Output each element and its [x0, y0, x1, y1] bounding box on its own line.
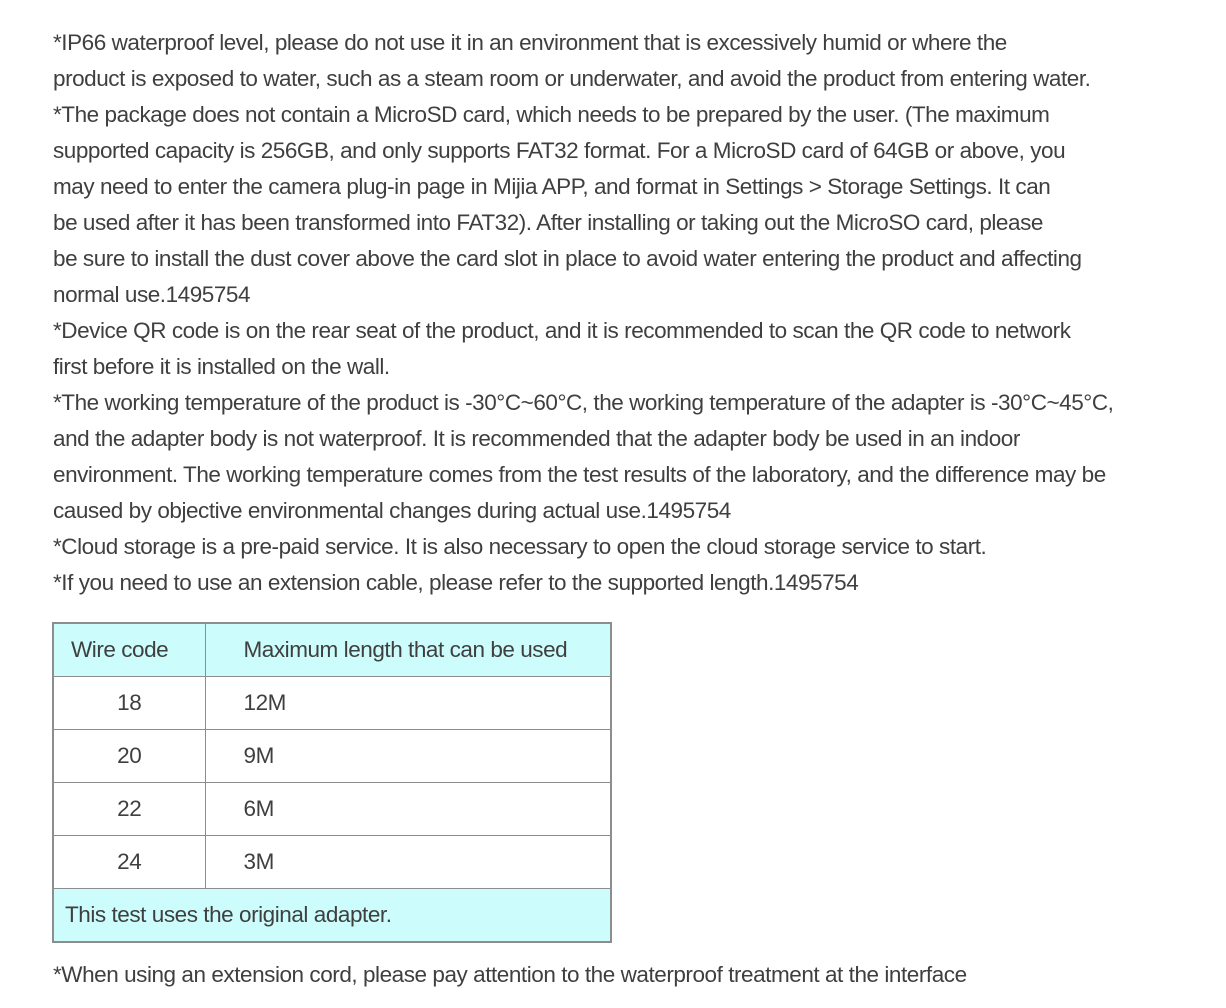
- table-header: [53, 623, 611, 677]
- table-row: [53, 836, 611, 889]
- table-row: [53, 783, 611, 836]
- table-row: [53, 677, 611, 730]
- note-line: *The package does not contain a MicroSD card, which needs to be prepared by the user. (The maximum: [53, 102, 1050, 127]
- note-line: normal use.1495754: [53, 282, 251, 307]
- table-footer: [53, 889, 611, 943]
- table-header-row: [53, 623, 611, 677]
- note-line: product is exposed to water, such as a steam room or underwater, and avoid the product from entering water.: [53, 66, 1091, 91]
- table-body: [53, 677, 611, 889]
- wire-code-cell: 22: [53, 783, 205, 836]
- note-line: and the adapter body is not waterproof. It is recommended that the adapter body be used in an indoor: [53, 426, 1020, 451]
- max-length-cell: 3M: [205, 836, 611, 889]
- note-line: be sure to install the dust cover above the card slot in place to avoid water entering the product and affecting: [53, 246, 1082, 271]
- note-line: caused by objective environmental changes during actual use.1495754: [53, 498, 731, 523]
- table-footer-note: This test uses the original adapter.: [53, 889, 611, 943]
- max-length-cell: 9M: [205, 730, 611, 783]
- max-length-cell: 12M: [205, 677, 611, 730]
- note-line: supported capacity is 256GB, and only supports FAT32 format. For a MicroSD card of 64GB or above, you: [53, 138, 1066, 163]
- wire-code-cell: 20: [53, 730, 205, 783]
- wire-code-cell: 18: [53, 677, 205, 730]
- note-line: first before it is installed on the wall.: [53, 354, 390, 379]
- note-line: *The working temperature of the product is -30°C~60°C, the working temperature of the adapter is -30°C~45°C,: [53, 390, 1114, 415]
- max-length-cell: 6M: [205, 783, 611, 836]
- extension-cable-table: [52, 622, 612, 943]
- table-row: [53, 730, 611, 783]
- note-line: *Device QR code is on the rear seat of the product, and it is recommended to scan the QR code to network: [53, 318, 1071, 343]
- note-line: *Cloud storage is a pre-paid service. It is also necessary to open the cloud storage service to start.: [53, 534, 987, 559]
- notes-block: [53, 25, 1213, 601]
- note-line: may need to enter the camera plug-in page in Mijia APP, and format in Settings > Storage Settings. It can: [53, 174, 1051, 199]
- table-footer-row: [53, 889, 611, 943]
- note-line: be used after it has been transformed into FAT32). After installing or taking out the MicroSO card, please: [53, 210, 1043, 235]
- wire-code-cell: 24: [53, 836, 205, 889]
- note-line: *If you need to use an extension cable, please refer to the supported length.1495754: [53, 570, 859, 595]
- note-line: environment. The working temperature comes from the test results of the laboratory, and the difference may be: [53, 462, 1106, 487]
- note-line: *IP66 waterproof level, please do not use it in an environment that is excessively humid or where the: [53, 30, 1007, 55]
- header-wire-code: Wire code: [53, 623, 205, 677]
- header-max-length: Maximum length that can be used: [205, 623, 611, 677]
- waterproof-note: *When using an extension cord, please pay attention to the waterproof treatment at the interface: [53, 962, 967, 987]
